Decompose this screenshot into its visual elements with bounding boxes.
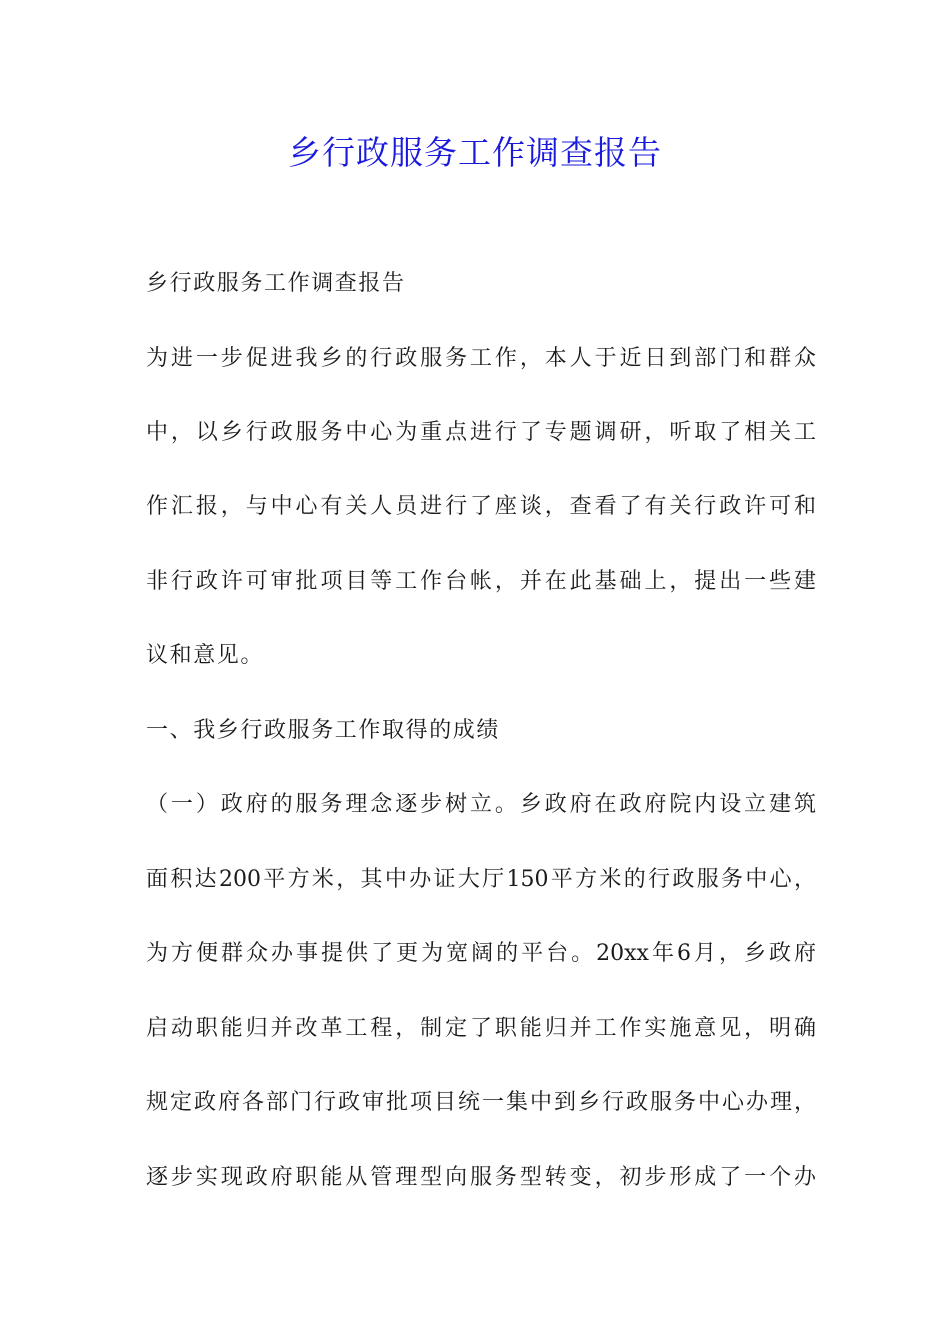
body-line: 为方便群众办事提供了更为宽阔的平台。20xx年6月，乡政府	[146, 941, 816, 966]
body-line: （一）政府的服务理念逐步树立。乡政府在政府院内设立建筑	[146, 792, 816, 817]
section-heading: 一、我乡行政服务工作取得的成绩	[146, 718, 501, 743]
body-line: 作汇报，与中心有关人员进行了座谈，查看了有关行政许可和	[146, 494, 816, 519]
body-line: 面积达200平方米，其中办证大厅150平方米的行政服务中心，	[146, 867, 816, 892]
body-line: 为进一步促进我乡的行政服务工作，本人于近日到部门和群众	[146, 346, 816, 371]
body-line: 规定政府各部门行政审批项目统一集中到乡行政服务中心办理，	[146, 1090, 816, 1115]
body-line: 中，以乡行政服务中心为重点进行了专题调研，听取了相关工	[146, 420, 816, 445]
document-title: 乡行政服务工作调查报告	[288, 133, 662, 172]
body-line: 议和意见。	[146, 643, 265, 668]
body-line: 启动职能归并改革工程，制定了职能归并工作实施意见，明确	[146, 1016, 816, 1041]
body-subtitle-line: 乡行政服务工作调查报告	[146, 271, 406, 296]
body-line: 非行政许可审批项目等工作台帐，并在此基础上，提出一些建	[146, 569, 816, 594]
body-line: 逐步实现政府职能从管理型向服务型转变，初步形成了一个办	[146, 1165, 816, 1190]
